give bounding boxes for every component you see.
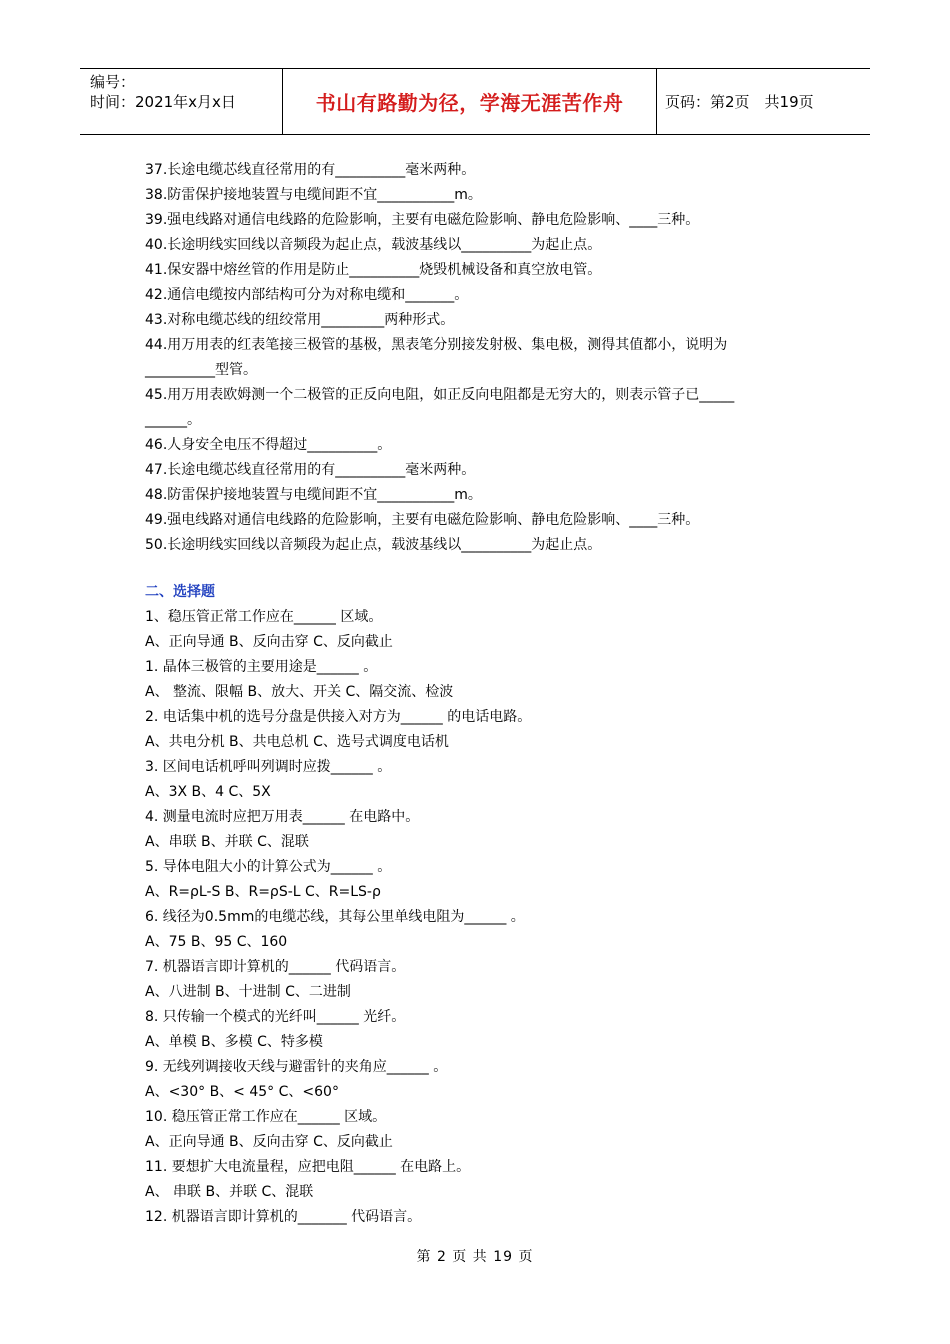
question-line: 3. 区间电话机呼叫列调时应拨______ 。 [145,759,392,775]
question-line: A、单模 B、多模 C、特多模 [145,1034,323,1050]
question-line: 6. 线径为0.5mm的电缆芯线，其每公里单线电阻为______ 。 [145,909,525,925]
question-line: 37.长途电缆芯线直径常用的有__________毫米两种。 [145,162,476,178]
page-footer: 第 2 页 共 19 页 [416,1249,534,1265]
question-line: 12. 机器语言即计算机的_______ 代码语言。 [145,1209,422,1225]
question-line: A、75 B、95 C、160 [145,934,288,950]
question-line: 1、稳压管正常工作应在______ 区域。 [145,609,383,625]
question-line: A、R=ρL-S B、R=ρS-L C、R=LS-ρ [145,884,381,900]
question-line: 46.人身安全电压不得超过__________。 [145,437,392,453]
question-line: A、正向导通 B、反向击穿 C、反向截止 [145,634,393,650]
question-line: 41.保安器中熔丝管的作用是防止__________烧毁机械设备和真空放电管。 [145,262,602,278]
question-line: 43.对称电缆芯线的纽绞常用_________两种形式。 [145,312,455,328]
question-line: 2. 电话集中机的选号分盘是供接入对方为______ 的电话电路。 [145,709,532,725]
question-line: 8. 只传输一个模式的光纤叫______ 光纤。 [145,1009,406,1025]
question-line: A、 串联 B、并联 C、混联 [145,1184,314,1200]
question-line: 4. 测量电流时应把万用表______ 在电路中。 [145,809,420,825]
question-line: 40.长途明线实回线以音频段为起止点，载波基线以__________为起止点。 [145,237,602,253]
header-motto: 书山有路勤为径，学海无涯苦作舟 [283,69,657,134]
question-line: A、3X B、4 C、5X [145,784,271,800]
question-line: __________型管。 [145,362,257,378]
question-line: A、串联 B、并联 C、混联 [145,834,309,850]
question-line: 45.用万用表欧姆测一个二极管的正反向电阻，如正反向电阻都是无穷大的，则表示管子已_____ [145,387,735,403]
question-line: 49.强电线路对通信电线路的危险影响，主要有电磁危险影响、静电危险影响、____三种。 [145,512,700,528]
fill-in-questions [145,158,825,558]
question-line: 1. 晶体三极管的主要用途是______ 。 [145,659,378,675]
question-line: 38.防雷保护接地装置与电缆间距不宜___________m。 [145,187,482,203]
question-line: 44.用万用表的红表笔接三极管的基极，黑表笔分别接发射极、集电极，测得其值都小，说明为 [145,337,728,353]
header-page-info: 页码：第2页 共19页 [665,93,814,111]
document-body [145,158,825,1230]
question-line: A、 整流、限幅 B、放大、开关 C、隔交流、检波 [145,684,454,700]
question-line: 7. 机器语言即计算机的______ 代码语言。 [145,959,406,975]
question-line: ______。 [145,412,201,428]
question-line: A、共电分机 B、共电总机 C、选号式调度电话机 [145,734,449,750]
question-line: 10. 稳压管正常工作应在______ 区域。 [145,1109,387,1125]
question-line: 39.强电线路对通信电线路的危险影响，主要有电磁危险影响、静电危险影响、____三种。 [145,212,700,228]
date-label: 时间：2021年x月x日 [90,93,236,111]
page-header [80,68,870,135]
code-label: 编号： [90,73,136,91]
question-line: A、<30° B、< 45° C、<60° [145,1084,339,1100]
question-line: A、正向导通 B、反向击穿 C、反向截止 [145,1134,393,1150]
question-line: 9. 无线列调接收天线与避雷针的夹角应______ 。 [145,1059,448,1075]
question-line: 47.长途电缆芯线直径常用的有__________毫米两种。 [145,462,476,478]
question-line: 5. 导体电阻大小的计算公式为______ 。 [145,859,392,875]
question-line: 50.长途明线实回线以音频段为起止点，载波基线以__________为起止点。 [145,537,602,553]
question-line: 11. 要想扩大电流量程，应把电阻______ 在电路上。 [145,1159,471,1175]
question-line: 48.防雷保护接地装置与电缆间距不宜___________m。 [145,487,482,503]
header-info-cell [80,69,283,134]
choice-questions [145,605,825,1230]
question-line: A、八进制 B、十进制 C、二进制 [145,984,351,1000]
question-line: 42.通信电缆按内部结构可分为对称电缆和_______。 [145,287,469,303]
section-title: 二、选择题 [145,584,215,600]
